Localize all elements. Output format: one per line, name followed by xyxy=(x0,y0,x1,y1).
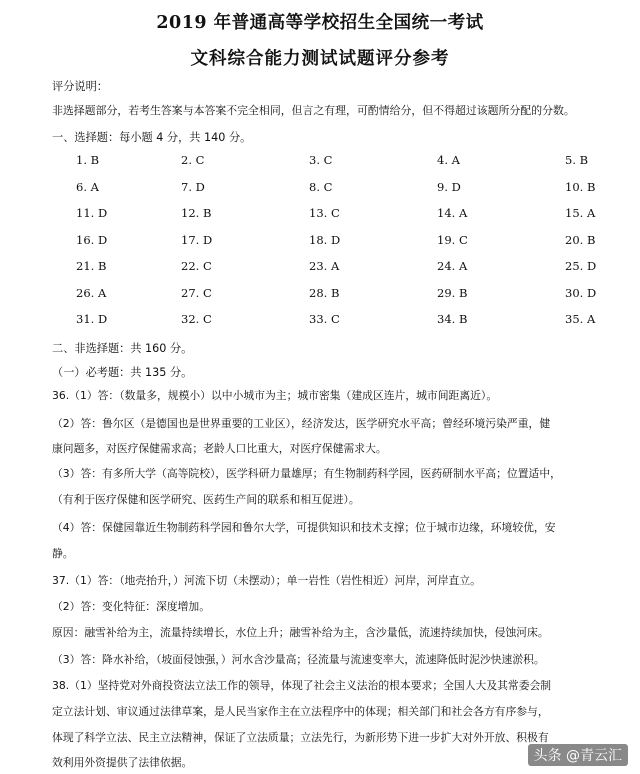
exam-subtitle: 文科综合能力测试试题评分参考 xyxy=(190,49,450,69)
mc-answer: 1. B xyxy=(76,153,100,167)
mc-answer: 4. A xyxy=(437,153,460,167)
mc-answer: 30. D xyxy=(565,285,597,300)
answer-line: 效利用外资提供了法律依据。 xyxy=(52,756,193,769)
mc-answer: 33. C xyxy=(309,312,340,326)
mc-answer: 13. C xyxy=(309,206,340,220)
answer-line: 原因：融雪补给为主，流量持续增长，水位上升；融雪补给为主，含沙量低，流速持续加快，侵蚀河床。 xyxy=(52,626,549,639)
mc-answer: 2. C xyxy=(181,153,205,167)
answer-line: （有利于医疗保健和医学研究、医药生产间的联系和相互促进）。 xyxy=(52,493,360,506)
mc-answer: 9. D xyxy=(437,179,461,194)
mc-answer: 29. B xyxy=(437,285,468,300)
answer-line: 静。 xyxy=(52,547,74,560)
mc-answer: 21. B xyxy=(76,259,107,273)
mc-answer: 17. D xyxy=(181,232,213,247)
answer-line: （3）答：有多所大学（高等院校），医学科研力量雄厚；有生物制药科学园，医药研制水平高；位置适中， xyxy=(52,467,561,480)
mc-answer: 8. C xyxy=(309,179,333,194)
mc-answer: 12. B xyxy=(181,206,212,220)
answer-line: 定立法计划、审议通过法律草案，是人民当家作主在立法程序中的体现；相关部门和社会各方有序参与， xyxy=(52,705,549,718)
answer-line: （4）答：保健园靠近生物制药科学园和鲁尔大学，可提供知识和技术支撑；位于城市边缘，环境较优，安 xyxy=(52,521,556,534)
part1-heading: 一、选择题：每小题 4 分，共 140 分。 xyxy=(52,131,252,144)
mc-answer: 24. A xyxy=(437,259,468,273)
part2-heading: 二、非选择题：共 160 分。 xyxy=(52,342,193,355)
part2-subheading: （一）必考题：共 135 分。 xyxy=(52,366,193,379)
mc-answer: 15. A xyxy=(565,206,596,220)
mc-answer: 5. B xyxy=(565,153,589,167)
answer-line: 38.（1）坚持党对外商投资法立法工作的领导，体现了社会主义法治的根本要求；全国人大及其常委会制 xyxy=(52,679,552,692)
exam-title: 2019 年普通高等学校招生全国统一考试 xyxy=(156,13,484,33)
mc-answer: 32. C xyxy=(181,312,212,326)
mc-answer: 16. D xyxy=(76,232,108,247)
mc-answer: 25. D xyxy=(565,259,597,273)
mc-answer: 3. C xyxy=(309,153,333,167)
mc-answer: 6. A xyxy=(76,179,99,194)
scoring-note-text: 非选择题部分，若考生答案与本答案不完全相同，但言之有理，可酌情给分，但不得超过该题所分配的分数。 xyxy=(52,104,575,117)
mc-answer: 27. C xyxy=(181,285,212,300)
mc-answer: 34. B xyxy=(437,312,468,326)
mc-answer: 28. B xyxy=(309,285,340,300)
mc-answer: 23. A xyxy=(309,259,340,273)
answer-line: 36.（1）答：（数量多，规模小）以中小城市为主；城市密集（建成区连片，城市间距离近）。 xyxy=(52,389,498,402)
mc-answer: 20. B xyxy=(565,232,596,247)
mc-answer: 7. D xyxy=(181,179,205,194)
mc-answer: 26. A xyxy=(76,285,107,300)
answer-line: （2）答：鲁尔区（是德国也是世界重要的工业区），经济发达，医学研究水平高；曾经环境污染严重，健 xyxy=(52,417,551,430)
mc-answer: 31. D xyxy=(76,312,108,326)
answer-line: 37.（1）答：（地壳抬升，）河流下切（未摆动）；单一岩性（岩性相近）河岸，河岸直立。 xyxy=(52,574,481,587)
mc-answer: 14. A xyxy=(437,206,468,220)
mc-answer: 35. A xyxy=(565,312,596,326)
mc-answer: 11. D xyxy=(76,206,108,220)
answer-line: （3）答：降水补给，（坡面侵蚀强，）河水含沙量高；径流量与流速变率大，流速降低时泥沙快速淤积。 xyxy=(52,653,545,666)
mc-answer: 19. C xyxy=(437,232,468,247)
mc-answer: 10. B xyxy=(565,179,596,194)
answer-line: 体现了科学立法、民主立法精神，保证了立法质量；立法先行，为新形势下进一步扩大对外开放、积极有 xyxy=(52,731,549,744)
answer-line: （2）答：变化特征：深度增加。 xyxy=(52,600,211,613)
mc-answer: 22. C xyxy=(181,259,212,273)
mc-answer: 18. D xyxy=(309,232,341,247)
answer-line: 康问题多，对医疗保健需求高；老龄人口比重大，对医疗保健需求大。 xyxy=(52,442,387,455)
scoring-note-label: 评分说明： xyxy=(52,80,108,93)
watermark: 头条 @青云汇 xyxy=(528,744,628,766)
